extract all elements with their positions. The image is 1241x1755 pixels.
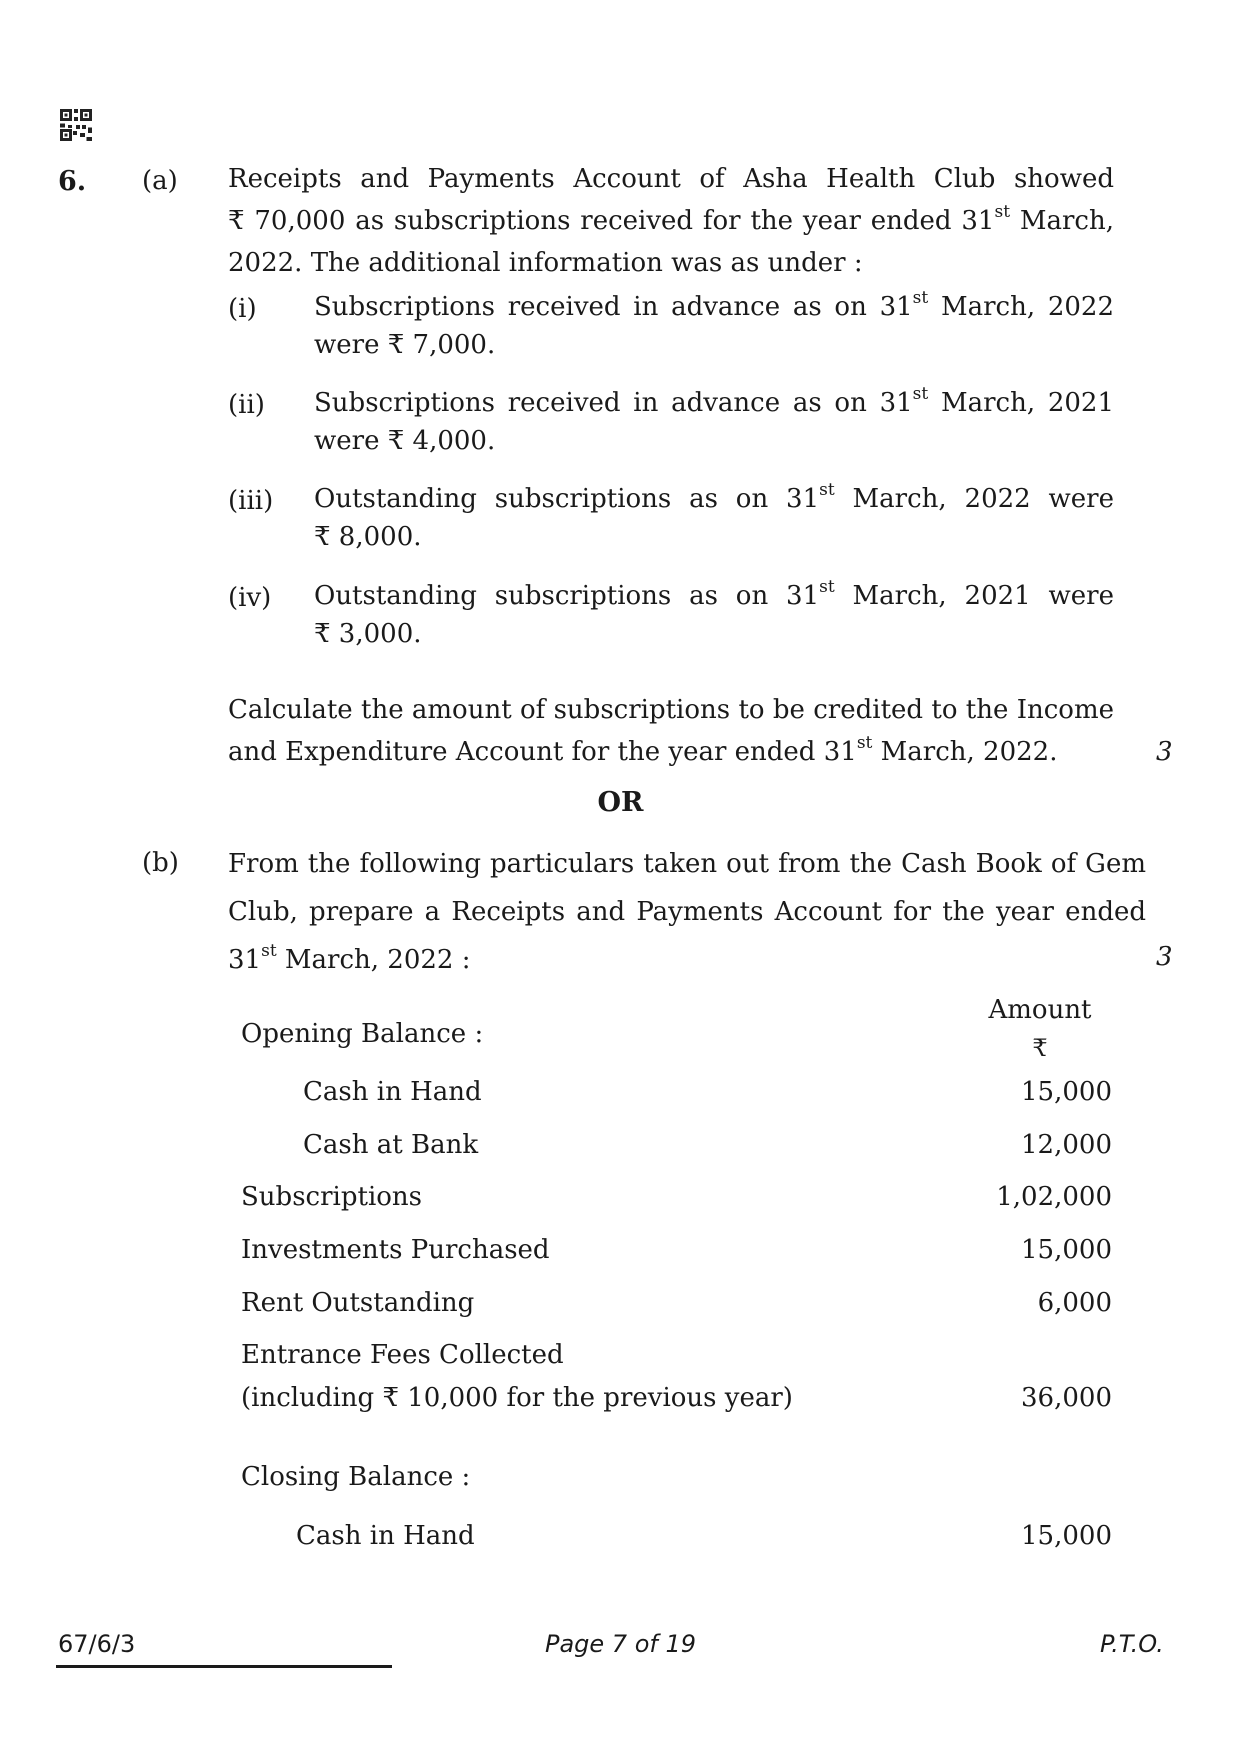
amount-header: Amount [988, 995, 1092, 1025]
part-a-intro-line1: Receipts and Payments Account of Asha Health Club showed [228, 164, 1114, 194]
or-label: OR [597, 787, 644, 818]
item-label: (ii) [228, 390, 265, 420]
item-text: Outstanding subscriptions as on 31st March, 2022 were ₹ 8,000. [314, 480, 1114, 552]
part-a-label: (a) [142, 166, 178, 196]
part-a-intro-line2: ₹ 70,000 as subscriptions received for the year ended 31st March, [228, 202, 1114, 236]
part-a-intro [228, 158, 1114, 284]
entrance-fees-note: (including ₹ 10,000 for the previous year) [241, 1383, 793, 1413]
pto-label: P.T.O. [1100, 1630, 1164, 1658]
item-text: Subscriptions received in advance as on 31st March, 2022 were ₹ 7,000. [314, 288, 1114, 360]
opening-balance-heading: Opening Balance : [241, 1019, 484, 1049]
rent-label: Rent Outstanding [241, 1288, 475, 1318]
part-b-marks: 3 [1156, 942, 1173, 972]
entrance-fees-label: Entrance Fees Collected [241, 1340, 564, 1370]
page-number: Page 7 of 19 [544, 1630, 696, 1658]
cash-at-bank-label: Cash at Bank [303, 1130, 479, 1160]
cash-in-hand-label: Cash in Hand [303, 1077, 482, 1107]
part-a-calc: Calculate the amount of subscriptions to be credited to the Income and Expenditure Account for the year ended 31st March, 2022. [228, 695, 1114, 767]
item-label: (iv) [228, 583, 272, 613]
currency-symbol: ₹ [1032, 1034, 1048, 1062]
part-a-marks: 3 [1156, 737, 1173, 767]
footer-rule [56, 1665, 392, 1668]
part-b-label: (b) [142, 848, 179, 878]
part-a-intro-line3: 2022. The additional information was as under : [228, 248, 863, 278]
cash-in-hand-amount: 15,000 [1021, 1077, 1112, 1107]
qr-code-icon [60, 108, 92, 142]
closing-cash-in-hand-amount: 15,000 [1021, 1521, 1112, 1551]
investments-label: Investments Purchased [241, 1235, 550, 1265]
investments-amount: 15,000 [1021, 1235, 1112, 1265]
closing-cash-in-hand-label: Cash in Hand [296, 1521, 475, 1551]
part-b-intro: From the following particulars taken out from the Cash Book of Gem Club, prepare a Receipts and Payments Account for the year ended 31st March, 2022 : [228, 849, 1146, 975]
rent-amount: 6,000 [1037, 1288, 1112, 1318]
subscriptions-amount: 1,02,000 [996, 1182, 1112, 1212]
closing-balance-heading: Closing Balance : [241, 1462, 471, 1492]
subscriptions-label: Subscriptions [241, 1182, 422, 1212]
item-label: (i) [228, 294, 257, 324]
item-text: Outstanding subscriptions as on 31st March, 2021 were ₹ 3,000. [314, 577, 1114, 649]
item-text: Subscriptions received in advance as on 31st March, 2021 were ₹ 4,000. [314, 384, 1114, 456]
item-label: (iii) [228, 486, 274, 516]
paper-code: 67/6/3 [58, 1630, 136, 1658]
cash-at-bank-amount: 12,000 [1021, 1130, 1112, 1160]
entrance-fees-amount: 36,000 [1021, 1383, 1112, 1413]
question-number: 6. [58, 166, 87, 197]
